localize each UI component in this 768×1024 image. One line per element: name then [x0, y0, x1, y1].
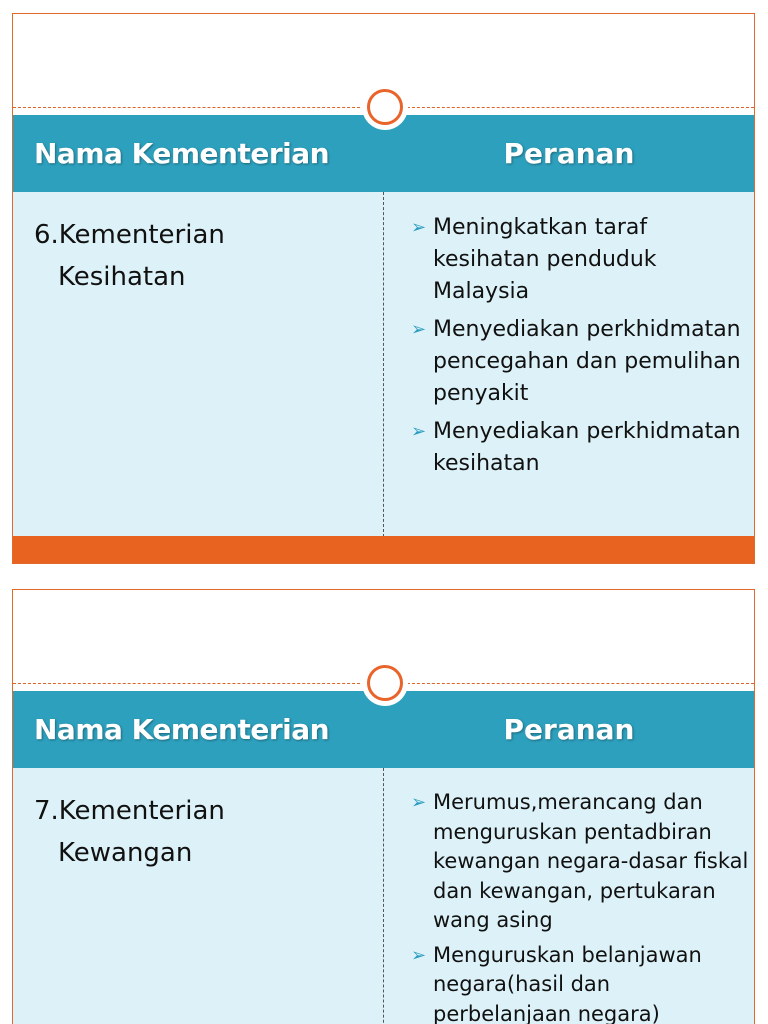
ministry-cell	[13, 192, 384, 537]
roles-list	[411, 788, 754, 1024]
table-row	[13, 768, 754, 1024]
list-item: ➢ Merumus,merancang dan menguruskan pentadbiran kewangan negara-dasar fiskal dan kewangan, pertukaran wang asing	[411, 790, 749, 932]
list-item: ➢ Menyediakan perkhidmatan pencegahan dan pemulihan penyakit	[411, 314, 754, 410]
ring-icon	[362, 84, 408, 130]
slide-1	[12, 13, 755, 564]
list-item: ➢ Menyediakan perkhidmatan kesihatan	[411, 416, 754, 480]
arrow-bullet-icon: ➢	[411, 217, 427, 238]
arrow-bullet-icon: ➢	[411, 319, 427, 340]
ring-icon	[362, 660, 408, 706]
list-item: ➢ Meningkatkan taraf kesihatan penduduk Malaysia	[411, 212, 754, 308]
roles-cell	[384, 192, 754, 537]
ministry-name-line1: 7.Kementerian	[34, 796, 225, 826]
header-ministry-name: Nama Kementerian	[34, 713, 330, 746]
header-role: Peranan	[503, 137, 635, 170]
ministry-name	[34, 214, 383, 298]
header-role: Peranan	[503, 713, 635, 746]
arrow-bullet-icon: ➢	[411, 421, 427, 442]
slide-2	[12, 589, 755, 1024]
ministry-table	[13, 691, 754, 1024]
arrow-bullet-icon: ➢	[411, 792, 427, 813]
ministry-name	[34, 790, 383, 874]
footer-bar	[13, 536, 754, 563]
list-item: ➢ Menguruskan belanjawan negara(hasil dan perbelanjaan negara)	[411, 942, 702, 1024]
header-ministry-name: Nama Kementerian	[34, 137, 330, 170]
roles-list	[411, 212, 754, 480]
table-row	[13, 192, 754, 537]
ministry-name-line2: Kewangan	[58, 838, 193, 868]
ministry-name-line1: 6.Kementerian	[34, 220, 225, 250]
ministry-cell	[13, 768, 384, 1024]
ministry-name-line2: Kesihatan	[58, 262, 186, 292]
roles-cell	[384, 768, 754, 1024]
arrow-bullet-icon: ➢	[411, 944, 427, 966]
ministry-table	[13, 115, 754, 537]
